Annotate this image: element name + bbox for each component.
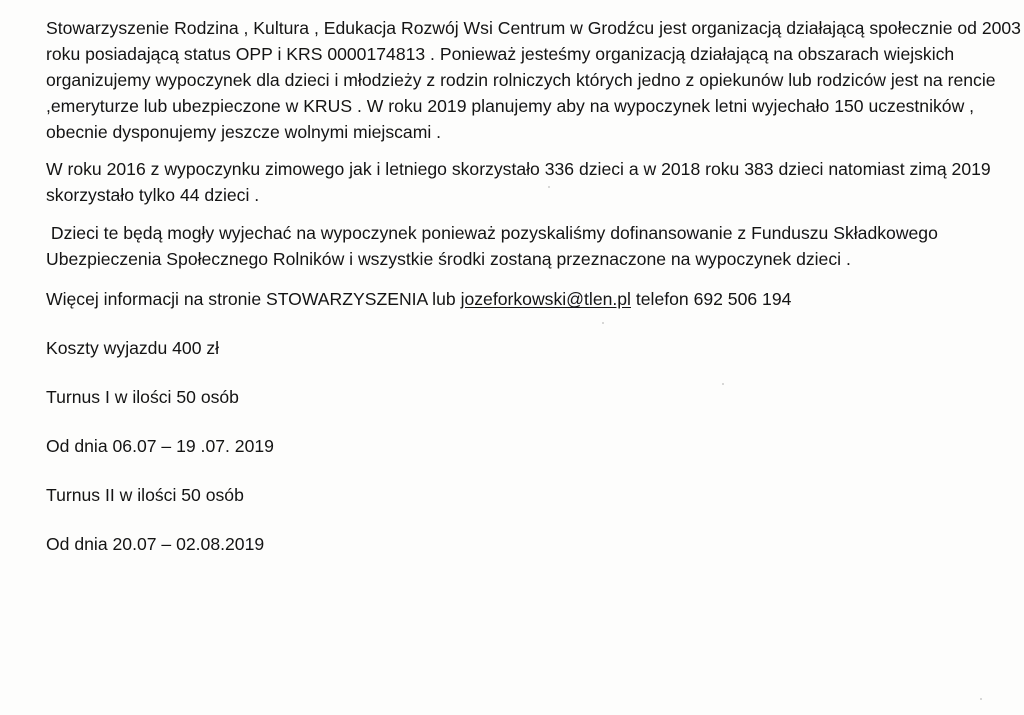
cost-line: Koszty wyjazdu 400 zł [46,338,220,358]
scan-speck [602,322,604,324]
scan-speck [722,383,724,385]
paragraph-participation-stats: W roku 2016 z wypoczynku zimowego jak i letniego skorzystało 336 dzieci a w 2018 roku 383 dzieci natomiast zimą 2019 skorzystało tylko 44 dzieci . [46,159,991,205]
turn-1-dates: Od dnia 06.07 – 19 .07. 2019 [46,436,274,456]
turn-1-label: Turnus I w ilości 50 osób [46,387,239,407]
turn-2-dates: Od dnia 20.07 – 02.08.2019 [46,534,265,554]
paragraph-funding: Dzieci te będą mogły wyjechać na wypoczynek ponieważ pozyskaliśmy dofinansowanie z Funduszu Składkowego Ubezpieczenia Społecznego Rolników i wszystkie środki zostaną przeznaczone na wypoczynek dzieci . [46,223,943,269]
email-link[interactable]: jozeforkowski@tlen.pl [460,289,631,309]
scan-speck [980,698,982,700]
contact-phone: telefon 692 506 194 [630,289,792,309]
turn-2-label: Turnus II w ilości 50 osób [46,485,244,505]
scan-speck [548,186,550,188]
paragraph-organization-intro: Stowarzyszenie Rodzina , Kultura , Edukacja Rozwój Wsi Centrum w Grodźcu jest organizacją działającą społecznie od 2003 roku posiadającą status OPP i KRS 0000174813 . Ponieważ jesteśmy organizacją działającą na obszarach wiejskich organizujemy wypoczynek dla dzieci i młodzieży z rodzin rolniczych których jedno z opiekunów lub rodziców jest na rencie ,emeryturze lub ubezpieczone w KRUS . W roku 2019 planujemy aby na wypoczynek letni wyjechało 150 uczestników , obecnie dysponujemy jeszcze wolnymi miejscami . [46,18,1021,142]
contact-prefix: Więcej informacji na stronie STOWARZYSZENIA lub [46,289,461,309]
contact-line [46,286,1024,312]
